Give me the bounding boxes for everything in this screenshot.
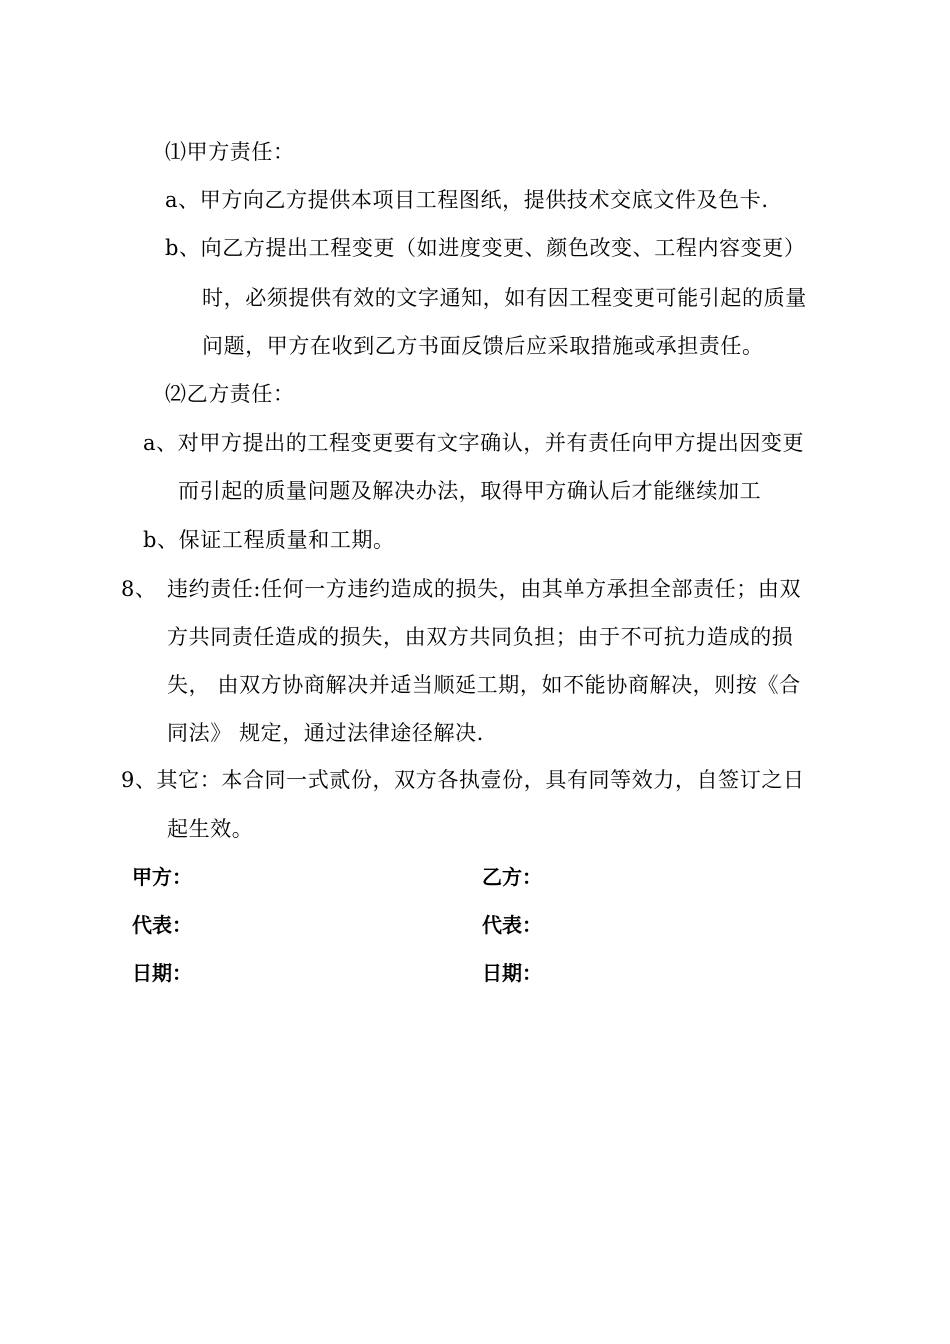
party-b-responsibility-heading: ⑵乙方责任： — [165, 382, 295, 406]
clause-8-line2: 方共同责任造成的损失，由双方共同负担；由于不可抗力造成的损 — [167, 625, 794, 649]
party-b-signature-label: 乙方： — [482, 865, 542, 889]
party-a-item-b-line2: 时，必须提供有效的文字通知，如有因工程变更可能引起的质量 — [202, 286, 807, 310]
party-a-date-label: 日期： — [132, 961, 192, 985]
party-b-item-a-line1: a、对甲方提出的工程变更要有文字确认，并有责任向甲方提出因变更 — [143, 431, 805, 455]
party-a-representative-label: 代表： — [132, 913, 192, 937]
clause-8-line1: 违约责任:任何一方违约造成的损失，由其单方承担全部责任；由双 — [167, 577, 802, 601]
clause-9-line2: 起生效。 — [167, 817, 254, 841]
party-a-responsibility-heading: ⑴甲方责任： — [165, 140, 295, 164]
clause-9-line1: 9、其它：本合同一式贰份，双方各执壹份，具有同等效力，自签订之日 — [121, 768, 805, 792]
party-a-signature-label: 甲方： — [132, 865, 192, 889]
party-a-item-b-line1: b、向乙方提出工程变更（如进度变更、颜色改变、工程内容变更） — [165, 236, 806, 260]
party-a-item-b-line3: 问题，甲方在收到乙方书面反馈后应采取措施或承担责任。 — [202, 334, 764, 358]
party-a-item-a: a、甲方向乙方提供本项目工程图纸，提供技术交底文件及色卡. — [165, 188, 769, 212]
clause-8-line4: 同法》 规定，通过法律途径解决. — [167, 721, 484, 745]
party-b-item-a-line2: 而引起的质量问题及解决办法，取得甲方确认后才能继续加工 — [178, 479, 762, 503]
party-b-representative-label: 代表： — [482, 913, 542, 937]
clause-8-line3: 失， 由双方协商解决并适当顺延工期，如不能协商解决，则按《合 — [167, 673, 801, 697]
party-b-date-label: 日期： — [482, 961, 542, 985]
party-b-item-b: b、保证工程质量和工期。 — [143, 528, 395, 552]
clause-8-number: 8、 — [121, 577, 157, 601]
